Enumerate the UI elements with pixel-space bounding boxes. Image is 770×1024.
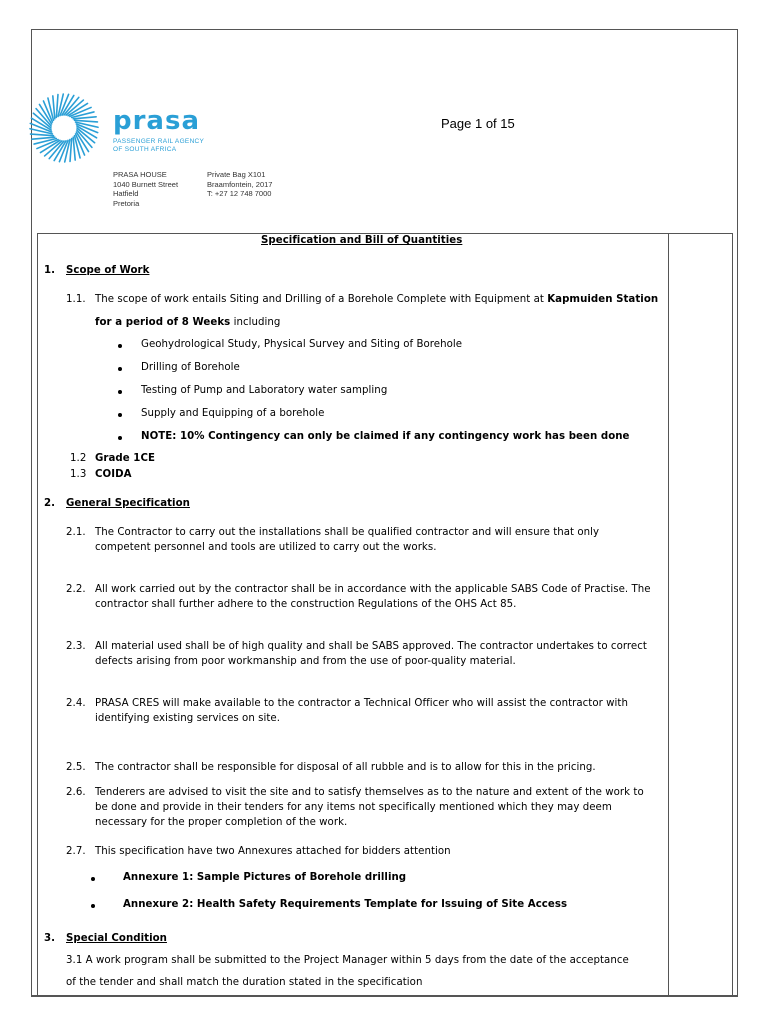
section-2-1-number: 2.1. xyxy=(66,527,86,538)
section-2-4-number: 2.4. xyxy=(66,698,86,709)
paragraph-line: Tenderers are advised to visit the site and to satisfy themselves as to the nature and extent of the work to xyxy=(95,787,644,798)
scope-bullet: Geohydrological Study, Physical Survey and Siting of Borehole xyxy=(141,339,463,350)
section-2-number: 2. xyxy=(44,498,56,509)
paragraph-line: All material used shall be of high quality and shall be SABS approved. The contractor undertakes to correct xyxy=(95,641,647,652)
address-line: T: +27 12 748 7000 xyxy=(207,189,272,198)
bullet-icon xyxy=(118,390,122,394)
logo-ray xyxy=(75,120,98,122)
brand-subtitle-line-1: PASSENGER RAIL AGENCY xyxy=(113,138,205,145)
brand-subtitle-line-2: OF SOUTH AFRICA xyxy=(113,146,177,153)
section-3-title: Special Condition xyxy=(66,933,167,944)
section-1-2-text: Grade 1CE xyxy=(95,453,155,464)
station-name: Kapmuiden Station xyxy=(547,294,659,305)
document-title: Specification and Bill of Quantities xyxy=(261,235,463,246)
address-line: PRASA HOUSE xyxy=(113,170,167,179)
address-line: Pretoria xyxy=(113,198,140,208)
logo-ray xyxy=(56,95,58,118)
logo-ray xyxy=(32,137,55,139)
logo-ray xyxy=(73,117,96,119)
section-2-title: General Specification xyxy=(66,498,190,509)
address-line: Braamfontein, 2017 xyxy=(207,179,273,189)
bottom-border xyxy=(31,996,738,997)
annexure-1: Annexure 1: Sample Pictures of Borehole drilling xyxy=(123,872,407,883)
annexure-2: Annexure 2: Health Safety Requirements Template for Issuing of Site Access xyxy=(123,899,568,910)
brand-name: prasa xyxy=(113,106,200,136)
logo-ray xyxy=(53,96,55,119)
paragraph-line: The Contractor to carry out the installations shall be qualified contractor and will ensure that only xyxy=(95,527,600,538)
right-column-divider xyxy=(668,233,669,997)
section-2-5-number: 2.5. xyxy=(66,762,86,773)
paragraph-line: This specification have two Annexures attached for bidders attention xyxy=(95,846,451,857)
paragraph-line: competent personnel and tools are utilized to carry out the works. xyxy=(95,542,437,553)
page-number: Page 1 of 15 xyxy=(441,116,515,131)
paragraph-line: PRASA CRES will make available to the contractor a Technical Officer who will assist the contractor with xyxy=(95,698,628,709)
logo-ray xyxy=(31,134,54,136)
bullet-icon xyxy=(91,877,95,881)
section-2-6-number: 2.6. xyxy=(66,787,86,798)
section-1-1-line-2 xyxy=(95,317,280,328)
logo-ray xyxy=(70,139,72,162)
paragraph-line: of the tender and shall match the duration stated in the specification xyxy=(66,977,423,988)
section-2-3-number: 2.3. xyxy=(66,641,86,652)
brand-subtitle xyxy=(113,138,204,154)
bullet-icon xyxy=(118,413,122,417)
bullet-icon xyxy=(118,367,122,371)
section-2-7-number: 2.7. xyxy=(66,846,86,857)
section-2-2-number: 2.2. xyxy=(66,584,86,595)
prasa-logo-icon xyxy=(28,92,100,164)
section-1-3-number: 1.3 xyxy=(70,469,87,480)
contingency-note: NOTE: 10% Contingency can only be claimed if any contingency work has been done xyxy=(141,431,630,442)
address-line: 1040 Burnett Street xyxy=(113,179,179,189)
address-line: Private Bag X101 xyxy=(207,170,266,179)
paragraph-line: The contractor shall be responsible for disposal of all rubble and is to allow for this in the pricing. xyxy=(95,762,596,773)
section-3-number: 3. xyxy=(44,933,56,944)
paragraph-line: be done and provide in their tenders for any items not specifically mentioned which they may deem xyxy=(95,802,612,813)
bullet-icon xyxy=(91,904,95,908)
address-line: Hatfield xyxy=(113,189,139,198)
paragraph-line: All work carried out by the contractor shall be in accordance with the applicable SABS Code of Practise. The xyxy=(95,584,651,595)
section-1-3-text: COIDA xyxy=(95,469,132,480)
paragraph-line: contractor shall further adhere to the construction Regulations of the OHS Act 85. xyxy=(95,599,517,610)
section-1-1-text: The scope of work entails Siting and Drilling of a Borehole Complete with Equipment at xyxy=(95,294,548,305)
paragraph-line: necessary for the proper completion of the work. xyxy=(95,817,348,828)
scope-bullet: Supply and Equipping of a borehole xyxy=(141,408,325,419)
paragraph-line: identifying existing services on site. xyxy=(95,713,281,724)
bullet-icon xyxy=(118,436,122,440)
section-1-1-number: 1.1. xyxy=(66,294,86,305)
paragraph-line: defects arising from poor workmanship and from the use of poor-quality material. xyxy=(95,656,516,667)
scope-bullet: Drilling of Borehole xyxy=(141,362,240,373)
logo-ray xyxy=(73,137,75,160)
section-1-2-number: 1.2 xyxy=(70,453,87,464)
duration: for a period of 8 Weeks xyxy=(95,317,231,328)
address-left xyxy=(113,170,178,208)
section-1-title: Scope of Work xyxy=(66,265,150,276)
section-1-1-line-1 xyxy=(95,294,658,305)
address-right xyxy=(207,170,272,199)
scope-bullet: Testing of Pump and Laboratory water sampling xyxy=(141,385,388,396)
section-1-1-text-b: including xyxy=(230,317,281,328)
bullet-icon xyxy=(118,344,122,348)
section-1-number: 1. xyxy=(44,265,56,276)
paragraph-line: 3.1 A work program shall be submitted to the Project Manager within 5 days from the date of the acceptance xyxy=(66,955,629,966)
